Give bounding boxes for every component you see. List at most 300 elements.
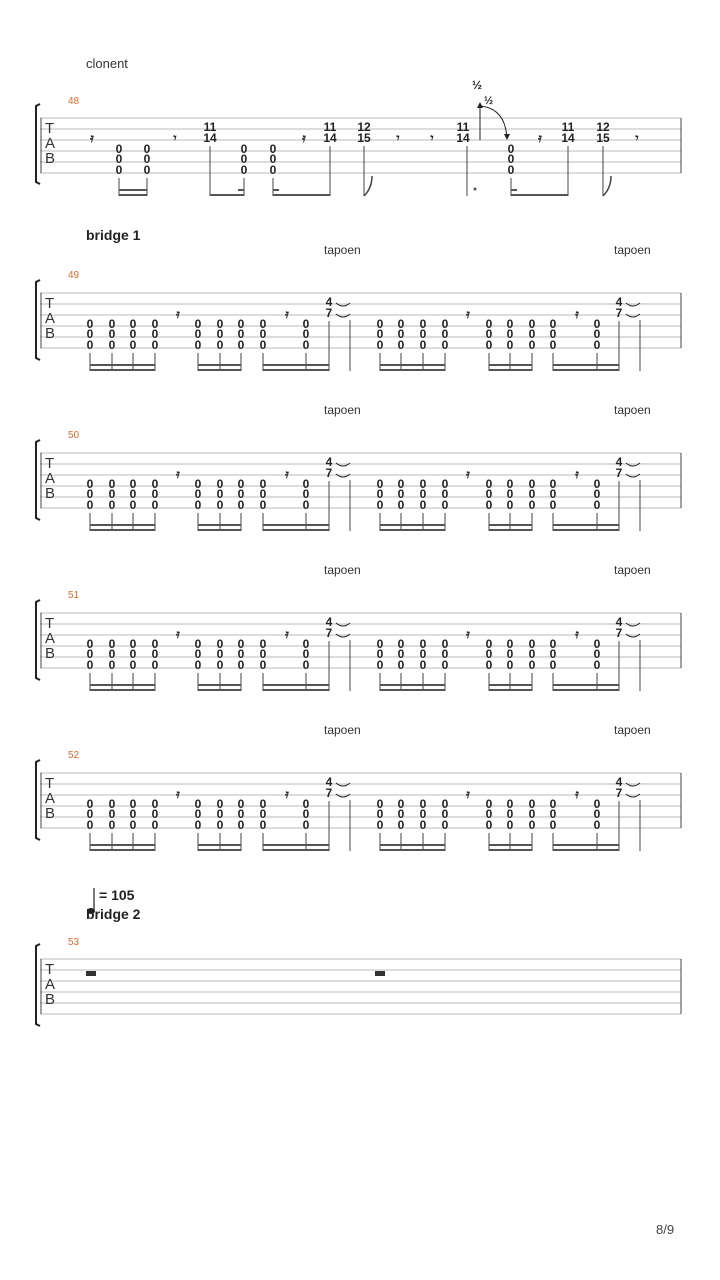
- fret-number: 0: [259, 797, 267, 811]
- fret-number: 0: [108, 498, 116, 512]
- tab-letter: A: [45, 310, 56, 327]
- fret-number: 0: [528, 807, 536, 821]
- fret-number: 0: [302, 658, 310, 672]
- tab-letter-a: A: [45, 976, 56, 993]
- rest: 𝄿: [285, 787, 289, 801]
- fret-number: 0: [151, 797, 159, 811]
- fret-number: 0: [549, 797, 557, 811]
- fret-number: 0: [216, 637, 224, 651]
- fret-number: 0: [151, 498, 159, 512]
- fret-number: 0: [441, 487, 449, 501]
- fret-number: 0: [441, 338, 449, 352]
- svg-text:𝄾: 𝄾: [635, 131, 639, 145]
- staff-measure-48: [0, 100, 720, 210]
- fret-number: 4: [615, 455, 623, 469]
- fret-number: 0: [485, 647, 493, 661]
- fret-number: 0: [194, 327, 202, 341]
- fret-number: 0: [216, 807, 224, 821]
- fret-number: 4: [615, 775, 623, 789]
- fret-number: 0: [376, 818, 384, 832]
- fret-number: 0: [593, 647, 601, 661]
- fret-number: 0: [506, 818, 514, 832]
- fret-number: 0: [194, 818, 202, 832]
- fret-number: 0: [419, 477, 427, 491]
- fret-number: 0: [237, 338, 245, 352]
- svg-text:𝄾: 𝄾: [430, 131, 434, 145]
- fret-number: 0: [237, 317, 245, 331]
- fret-number: 0: [194, 498, 202, 512]
- svg-text:𝄿: 𝄿: [90, 131, 94, 145]
- fret-number: 0: [528, 498, 536, 512]
- tab-letter: B: [45, 645, 56, 662]
- fret-number: 0: [506, 487, 514, 501]
- fret-number: 0: [108, 658, 116, 672]
- fret-number: 0: [441, 658, 449, 672]
- fret-number: 0: [237, 658, 245, 672]
- fret-number: 0: [593, 317, 601, 331]
- fret-number: 0: [397, 498, 405, 512]
- fret-number: 0: [485, 637, 493, 651]
- fret-number: 0: [506, 477, 514, 491]
- fret-number: 0: [485, 327, 493, 341]
- fret-number: 0: [593, 327, 601, 341]
- fret-number: 0: [151, 637, 159, 651]
- rest: 𝄿: [575, 307, 579, 321]
- fret-48-h: 14: [456, 131, 470, 145]
- rest: 𝄿: [285, 627, 289, 641]
- fret-number: 7: [325, 306, 333, 320]
- svg-text:0: 0: [115, 152, 123, 166]
- fret-number: 0: [441, 807, 449, 821]
- fret-number: 0: [419, 818, 427, 832]
- svg-text:0: 0: [143, 142, 151, 156]
- tab-staff: [0, 756, 720, 856]
- fret-number: 0: [376, 637, 384, 651]
- fret-number: 0: [129, 338, 137, 352]
- clonent-label: clonent: [86, 56, 128, 71]
- fret-number: 0: [419, 498, 427, 512]
- rest: 𝄿: [575, 467, 579, 481]
- fret-number: 0: [216, 317, 224, 331]
- fret-number: 0: [108, 317, 116, 331]
- fret-number: 0: [419, 338, 427, 352]
- fret-number: 0: [86, 327, 94, 341]
- fret-number: 0: [129, 818, 137, 832]
- fret-number: 0: [108, 338, 116, 352]
- tab-staff: [0, 276, 720, 376]
- fret-number: 4: [325, 295, 333, 309]
- fret-number: 0: [528, 338, 536, 352]
- fret-number: 0: [485, 807, 493, 821]
- fret-number: 0: [86, 338, 94, 352]
- fret-number: 0: [129, 807, 137, 821]
- measure-number-51: 51: [68, 590, 80, 601]
- fret-number: 0: [397, 807, 405, 821]
- fret-number: 0: [441, 647, 449, 661]
- fret-number: 0: [129, 477, 137, 491]
- fret-number: 0: [86, 658, 94, 672]
- tab-letter: A: [45, 790, 56, 807]
- fret-number: 0: [441, 637, 449, 651]
- fret-number: 0: [151, 487, 159, 501]
- fret-number: 0: [376, 498, 384, 512]
- fret-number: 0: [549, 477, 557, 491]
- svg-text:0: 0: [269, 152, 277, 166]
- bend-amount-label: ½: [472, 78, 483, 92]
- fret-number: 0: [259, 807, 267, 821]
- fret-number: 0: [151, 807, 159, 821]
- fret-number: 0: [129, 327, 137, 341]
- fret-48-i: 11: [561, 120, 575, 134]
- fret-number: 0: [151, 818, 159, 832]
- measure-number-52: 52: [68, 750, 80, 761]
- fret-number: 0: [302, 818, 310, 832]
- fret-number: 4: [325, 455, 333, 469]
- tempo-marking: = 105: [99, 887, 135, 903]
- fret-number: 0: [259, 327, 267, 341]
- fret-number: 0: [397, 658, 405, 672]
- fret-number: 0: [419, 647, 427, 661]
- fret-number: 0: [397, 327, 405, 341]
- fret-number: 0: [237, 818, 245, 832]
- fret-48-a: 11: [203, 120, 217, 134]
- fret-48-l: 15: [596, 131, 610, 145]
- fret-number: 0: [194, 797, 202, 811]
- fret-number: 0: [441, 797, 449, 811]
- fret-number: 0: [485, 818, 493, 832]
- fret-number: 0: [194, 487, 202, 501]
- fret-number: 0: [441, 818, 449, 832]
- fret-number: 0: [216, 647, 224, 661]
- fret-number: 0: [528, 327, 536, 341]
- fret-number: 0: [441, 498, 449, 512]
- rest: 𝄿: [466, 307, 470, 321]
- fret-number: 0: [216, 498, 224, 512]
- rest: 𝄿: [466, 787, 470, 801]
- fret-number: 0: [129, 658, 137, 672]
- fret-number: 0: [86, 487, 94, 501]
- fret-number: 0: [397, 487, 405, 501]
- fret-number: 0: [528, 797, 536, 811]
- fret-number: 0: [237, 498, 245, 512]
- svg-text:𝄿: 𝄿: [538, 131, 542, 145]
- tab-letter-t: T: [45, 961, 55, 978]
- fret-number: 0: [108, 807, 116, 821]
- tab-letter: T: [45, 615, 55, 632]
- fret-number: 7: [615, 786, 623, 800]
- svg-text:0: 0: [507, 142, 515, 156]
- tab-letter: B: [45, 805, 56, 822]
- fret-number: 0: [593, 658, 601, 672]
- fret-number: 0: [376, 658, 384, 672]
- fret-number: 0: [419, 487, 427, 501]
- fret-number: 7: [325, 786, 333, 800]
- fret-number: 0: [237, 797, 245, 811]
- fret-number: 0: [86, 498, 94, 512]
- fret-48-c: 11: [323, 120, 337, 134]
- measure-number-50: 50: [68, 430, 80, 441]
- fret-number: 0: [151, 317, 159, 331]
- fret-number: 0: [108, 487, 116, 501]
- rest: 𝄿: [285, 467, 289, 481]
- fret-number: 0: [237, 807, 245, 821]
- tab-letter-b: B: [45, 150, 56, 167]
- svg-text:𝄾: 𝄾: [396, 131, 400, 145]
- svg-text:𝄿: 𝄿: [302, 131, 306, 145]
- fret-number: 0: [216, 818, 224, 832]
- fret-number: 0: [506, 637, 514, 651]
- fret-number: 0: [194, 807, 202, 821]
- tapoen-label: tapoen: [614, 403, 651, 417]
- fret-number: 0: [376, 487, 384, 501]
- page-number: 8/9: [656, 1222, 675, 1237]
- svg-text:𝄾: 𝄾: [173, 131, 177, 145]
- fret-number: 0: [86, 647, 94, 661]
- fret-number: 0: [397, 637, 405, 651]
- fret-number: 0: [86, 317, 94, 331]
- fret-number: 0: [376, 797, 384, 811]
- fret-number: 0: [237, 487, 245, 501]
- rest: 𝄿: [176, 627, 180, 641]
- svg-text:0: 0: [507, 163, 515, 177]
- svg-text:0: 0: [507, 152, 515, 166]
- fret-number: 0: [506, 807, 514, 821]
- tab-letter-t: T: [45, 120, 55, 137]
- fret-number: 0: [593, 487, 601, 501]
- fret-number: 0: [129, 498, 137, 512]
- tab-staff: [0, 436, 720, 536]
- fret-number: 0: [302, 338, 310, 352]
- fret-number: 4: [615, 615, 623, 629]
- fret-number: 0: [129, 317, 137, 331]
- fret-number: 0: [528, 818, 536, 832]
- fret-number: 0: [151, 477, 159, 491]
- svg-text:0: 0: [240, 152, 248, 166]
- tab-letter: T: [45, 455, 55, 472]
- fret-number: 0: [419, 317, 427, 331]
- fret-48-g: 11: [456, 120, 470, 134]
- svg-text:0: 0: [269, 163, 277, 177]
- svg-text:0: 0: [115, 142, 123, 156]
- rest: 𝄿: [285, 307, 289, 321]
- tab-letter-a: A: [45, 135, 56, 152]
- fret-number: 0: [302, 807, 310, 821]
- fret-number: 0: [441, 327, 449, 341]
- fret-number: 0: [194, 477, 202, 491]
- fret-number: 0: [86, 797, 94, 811]
- fret-number: 7: [325, 466, 333, 480]
- fret-number: 0: [108, 327, 116, 341]
- fret-number: 0: [302, 797, 310, 811]
- fret-number: 0: [528, 317, 536, 331]
- rest: 𝄿: [176, 467, 180, 481]
- fret-number: 0: [151, 338, 159, 352]
- fret-number: 0: [549, 317, 557, 331]
- fret-number: 0: [237, 637, 245, 651]
- fret-number: 4: [615, 295, 623, 309]
- fret-number: 0: [549, 807, 557, 821]
- measure-number-53: 53: [68, 937, 80, 948]
- fret-number: 0: [506, 327, 514, 341]
- tab-staff: [0, 596, 720, 696]
- tapoen-label: tapoen: [324, 723, 361, 737]
- fret-number: 0: [216, 477, 224, 491]
- svg-text:0: 0: [115, 163, 123, 177]
- fret-48-e: 12: [357, 120, 371, 134]
- svg-text:0: 0: [240, 163, 248, 177]
- fret-number: 0: [86, 818, 94, 832]
- svg-text:0: 0: [143, 163, 151, 177]
- fret-number: 0: [216, 487, 224, 501]
- fret-number: 0: [485, 477, 493, 491]
- fret-number: 0: [549, 338, 557, 352]
- fret-number: 0: [376, 647, 384, 661]
- fret-number: 0: [485, 498, 493, 512]
- fret-number: 0: [259, 338, 267, 352]
- fret-number: 0: [86, 477, 94, 491]
- fret-number: 0: [216, 658, 224, 672]
- fret-number: 0: [259, 658, 267, 672]
- fret-number: 0: [302, 327, 310, 341]
- measure-number-49: 49: [68, 270, 80, 281]
- tab-letter: T: [45, 775, 55, 792]
- fret-number: 0: [259, 647, 267, 661]
- fret-number: 0: [549, 637, 557, 651]
- tapoen-label: tapoen: [324, 243, 361, 257]
- fret-number: 0: [419, 658, 427, 672]
- fret-number: 0: [485, 317, 493, 331]
- fret-number: 0: [397, 317, 405, 331]
- fret-number: 0: [593, 818, 601, 832]
- fret-48-f: 15: [357, 131, 371, 145]
- tab-letter: B: [45, 485, 56, 502]
- tapoen-label: tapoen: [614, 723, 651, 737]
- tapoen-label: tapoen: [324, 403, 361, 417]
- fret-48-k: 12: [596, 120, 610, 134]
- fret-number: 0: [216, 797, 224, 811]
- fret-number: 0: [302, 317, 310, 331]
- fret-number: 0: [129, 797, 137, 811]
- fret-number: 0: [237, 327, 245, 341]
- tab-letter: A: [45, 470, 56, 487]
- fret-number: 0: [593, 637, 601, 651]
- fret-number: 0: [506, 338, 514, 352]
- bridge-2-label: bridge 2: [86, 906, 141, 922]
- fret-number: 0: [528, 658, 536, 672]
- fret-number: 0: [441, 317, 449, 331]
- fret-number: 0: [441, 477, 449, 491]
- fret-number: 0: [129, 637, 137, 651]
- tab-letter-b: B: [45, 991, 56, 1008]
- fret-number: 0: [376, 327, 384, 341]
- fret-number: 0: [302, 647, 310, 661]
- svg-text:0: 0: [143, 152, 151, 166]
- fret-number: 0: [194, 338, 202, 352]
- fret-number: 0: [485, 658, 493, 672]
- fret-number: 0: [237, 647, 245, 661]
- fret-number: 0: [528, 647, 536, 661]
- fret-number: 0: [397, 338, 405, 352]
- measure-number-48: 48: [68, 96, 80, 107]
- tapoen-label: tapoen: [614, 243, 651, 257]
- fret-number: 0: [376, 338, 384, 352]
- fret-number: 0: [397, 797, 405, 811]
- fret-number: 0: [485, 797, 493, 811]
- fret-48-j: 14: [561, 131, 575, 145]
- fret-number: 0: [528, 637, 536, 651]
- svg-text:0: 0: [240, 142, 248, 156]
- fret-number: 0: [108, 797, 116, 811]
- fret-48-d: 14: [323, 131, 337, 145]
- rest: 𝄿: [575, 627, 579, 641]
- rest: 𝄿: [176, 787, 180, 801]
- fret-number: 0: [593, 477, 601, 491]
- fret-number: 4: [325, 775, 333, 789]
- fret-number: 4: [325, 615, 333, 629]
- fret-number: 0: [506, 317, 514, 331]
- fret-number: 0: [549, 658, 557, 672]
- fret-48-b: 14: [203, 131, 217, 145]
- fret-number: 0: [259, 637, 267, 651]
- fret-number: 0: [593, 338, 601, 352]
- fret-number: 7: [325, 626, 333, 640]
- fret-number: 0: [259, 818, 267, 832]
- fret-number: 0: [419, 797, 427, 811]
- fret-number: 0: [506, 498, 514, 512]
- fret-number: 0: [549, 487, 557, 501]
- fret-number: 0: [419, 637, 427, 651]
- fret-number: 0: [151, 658, 159, 672]
- fret-number: 0: [108, 647, 116, 661]
- bridge-1-label: bridge 1: [86, 227, 141, 243]
- fret-number: 0: [419, 327, 427, 341]
- fret-number: 0: [485, 487, 493, 501]
- fret-number: 0: [549, 647, 557, 661]
- fret-number: 0: [397, 647, 405, 661]
- fret-number: 0: [593, 807, 601, 821]
- fret-number: 0: [194, 647, 202, 661]
- fret-number: 0: [302, 637, 310, 651]
- fret-number: 0: [549, 818, 557, 832]
- bend-release-label: ½: [484, 95, 494, 107]
- fret-number: 0: [108, 637, 116, 651]
- half-rest: [86, 971, 96, 976]
- fret-number: 0: [549, 498, 557, 512]
- fret-number: 0: [86, 637, 94, 651]
- half-rest: [375, 971, 385, 976]
- svg-text:0: 0: [269, 142, 277, 156]
- fret-number: 0: [302, 477, 310, 491]
- fret-number: 0: [259, 487, 267, 501]
- staff-measure-53: [0, 940, 720, 1040]
- fret-number: 0: [506, 797, 514, 811]
- fret-number: 0: [216, 338, 224, 352]
- fret-number: 0: [549, 327, 557, 341]
- fret-number: 7: [615, 466, 623, 480]
- fret-number: 0: [528, 487, 536, 501]
- fret-number: 0: [259, 317, 267, 331]
- rest: 𝄿: [466, 627, 470, 641]
- tab-letter: B: [45, 325, 56, 342]
- fret-number: 7: [615, 626, 623, 640]
- fret-number: 0: [194, 317, 202, 331]
- fret-number: 0: [506, 647, 514, 661]
- fret-number: 7: [615, 306, 623, 320]
- fret-number: 0: [216, 327, 224, 341]
- fret-number: 0: [593, 797, 601, 811]
- fret-number: 0: [397, 818, 405, 832]
- fret-number: 0: [506, 658, 514, 672]
